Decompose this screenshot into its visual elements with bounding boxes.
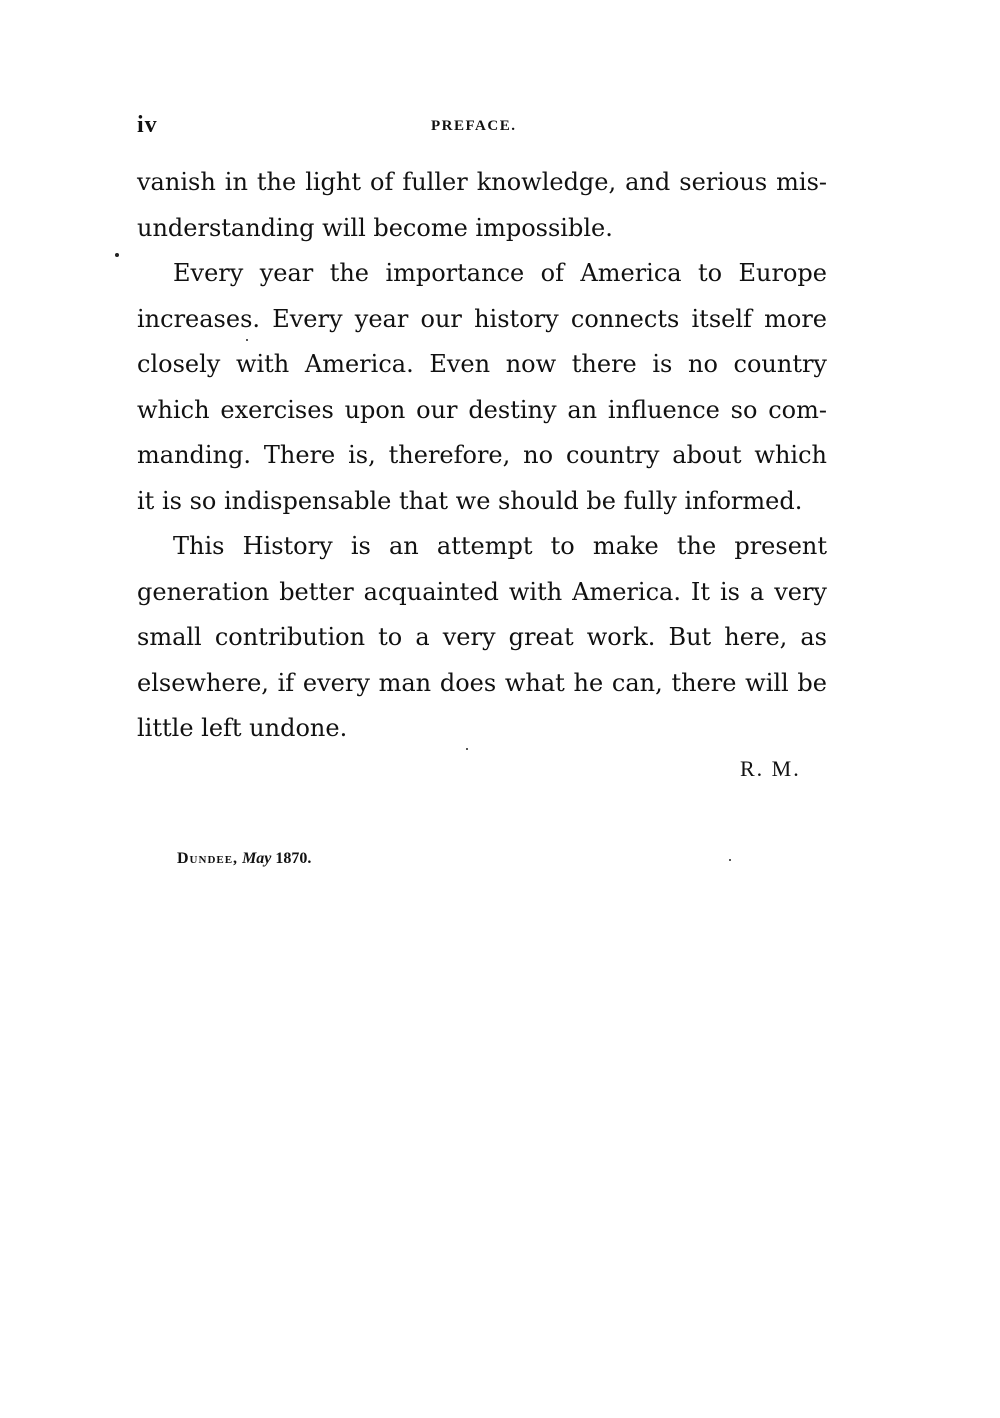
running-title: PREFACE. <box>431 118 517 134</box>
dateline-year: 1870. <box>275 850 312 867</box>
dateline-place: Dundee, <box>177 850 239 867</box>
text-line: understanding will become impossible. <box>137 213 613 242</box>
print-speck <box>729 859 731 861</box>
print-speck <box>466 748 468 750</box>
text-line: elsewhere, if every man does what he can, there will be <box>137 668 827 697</box>
text-line: This History is an attempt to make the present <box>173 532 827 560</box>
text-line: it is so indispensable that we should be fully informed. <box>137 486 803 515</box>
text-line: manding. There is, therefore, no country about which <box>137 441 827 469</box>
text-line: increases. Every year our history connects itself more <box>137 304 827 333</box>
text-line: which exercises upon our destiny an influence so com- <box>137 395 827 424</box>
print-speck <box>246 339 248 341</box>
print-speck <box>115 253 119 257</box>
text-line: Every year the importance of America to Europe <box>173 259 827 287</box>
dateline-month: May <box>242 850 272 867</box>
text-line: small contribution to a very great work. But here, as <box>137 623 827 651</box>
text-line: little left undone. <box>137 714 348 742</box>
text-line: closely with America. Even now there is no country <box>137 350 827 378</box>
text-line: generation better acquainted with America. It is a very <box>137 577 827 606</box>
dateline <box>177 850 311 868</box>
author-initials: R. M. <box>740 756 801 781</box>
page-header <box>137 112 827 142</box>
text-line: vanish in the light of fuller knowledge, and serious mis- <box>137 168 827 196</box>
preface-text <box>137 160 827 752</box>
page-number: iv <box>137 112 158 138</box>
